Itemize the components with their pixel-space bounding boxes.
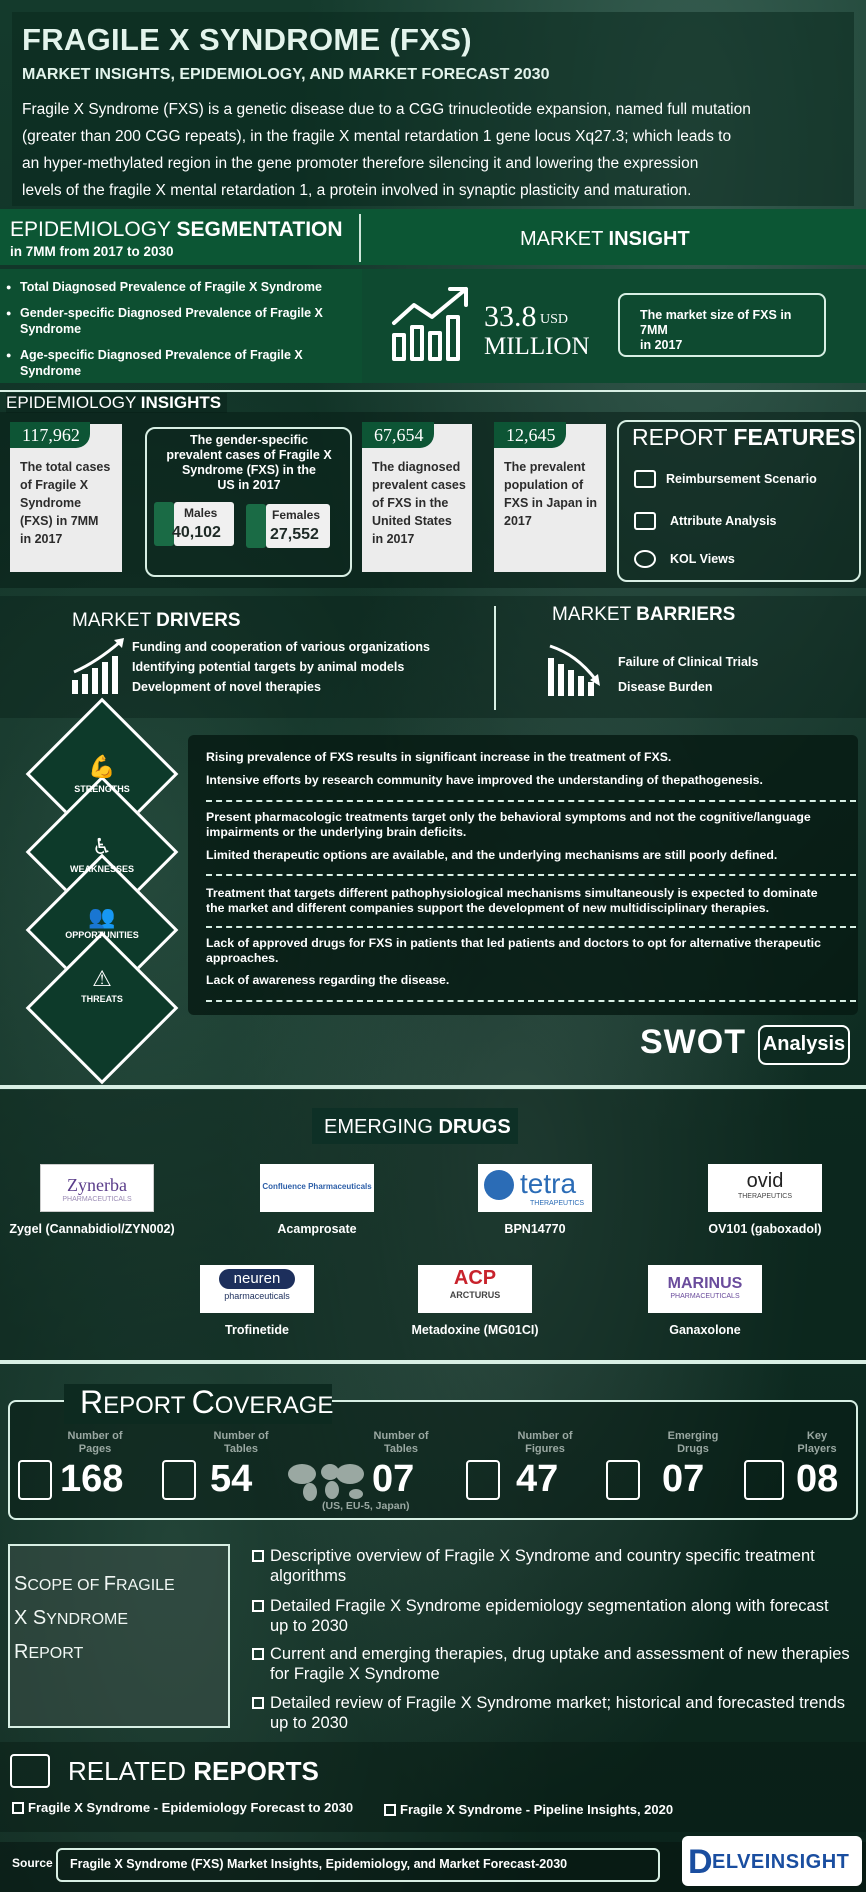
stat-value: 117,962 — [10, 422, 90, 448]
barrier-item: Disease Burden — [618, 680, 713, 694]
coverage-caption: Number of Tables — [213, 1430, 269, 1455]
stat-caption: The total cases of Fragile X Syndrome (FXS) in 7MM in 2017 — [20, 460, 111, 546]
check-icon — [12, 1802, 24, 1814]
page-title: FRAGILE X SYNDROME (FXS) — [22, 22, 472, 57]
scope-title: SCOPE OF FRAGILE X SYNDROME REPORT — [14, 1573, 175, 1663]
rising-bars-icon — [70, 638, 126, 696]
confluence-logo: Confluence Pharmaceuticals — [260, 1164, 374, 1212]
threat-icon: ⚠ — [92, 966, 112, 991]
swot-label-opportunities: OPPORTUNITIES — [65, 930, 139, 940]
swot-opportunity-line: Treatment that targets different pathophysiological mechanisms simultaneously is expected to dominate — [206, 886, 818, 900]
medicine-icon — [606, 1460, 640, 1500]
disease-description — [22, 96, 848, 204]
source-label: Source — [12, 1856, 53, 1870]
driver-item: Funding and cooperation of various organizations — [132, 640, 430, 654]
growth-chart-icon — [388, 283, 478, 363]
table-icon — [162, 1460, 196, 1500]
reports-icon — [10, 1754, 50, 1788]
females-chip — [266, 504, 330, 548]
swot-label-threats: THREATS — [81, 994, 123, 1004]
section-rule — [0, 390, 866, 392]
gender-cases-title: The gender-specific prevalent cases of Fragile X Syndrome (FXS) in the US in 2017 — [166, 433, 332, 492]
drug-name: BPN14770 — [504, 1222, 566, 1236]
driver-item: Identifying potential targets by animal models — [132, 660, 405, 674]
stat-value: 12,645 — [494, 422, 566, 448]
scope-item: Detailed review of Fragile X Syndrome market; historical and forecasted trends up to 2030 — [270, 1694, 846, 1732]
swot-strength-line: Intensive efforts by research community have improved the understanding of thepathogenesis. — [206, 773, 763, 787]
segmentation-list — [0, 269, 362, 383]
report-coverage-title: REPORT COVERAGE — [80, 1384, 334, 1420]
barrier-item: Failure of Clinical Trials — [618, 655, 759, 669]
stat-card-japan — [494, 424, 606, 572]
males-value: 40,102 — [172, 524, 221, 541]
coverage-caption: Number of Tables — [373, 1430, 429, 1455]
related-reports-title: RELATED REPORTS — [68, 1756, 319, 1786]
drug-name: Trofinetide — [225, 1323, 289, 1337]
swot-weakness-line: impairments or the underlying brain deficits. — [206, 825, 467, 839]
epi-segmentation-subtitle: in 7MM from 2017 to 2030 — [10, 244, 174, 259]
coverage-caption: Number of Figures — [517, 1430, 573, 1455]
related-report-link[interactable]: Fragile X Syndrome - Pipeline Insights, 2020 — [400, 1802, 674, 1817]
males-chip — [174, 502, 234, 546]
list-item: ● Gender-specific Diagnosed Prevalence of Fragile X Syndrome — [6, 305, 356, 337]
scope-item: Detailed Fragile X Syndrome epidemiology segmentation along with forecast up to 2030 — [270, 1597, 829, 1635]
threats-diamond — [26, 932, 179, 1085]
delveinsight-logo-text: ELVEINSIGHT — [712, 1851, 850, 1873]
page-subtitle: MARKET INSIGHTS, EPIDEMIOLOGY, AND MARKET FORECAST 2030 — [22, 66, 550, 83]
epi-insights-title: EPIDEMIOLOGY INSIGHTS — [6, 393, 227, 413]
stat-value: 67,654 — [362, 422, 434, 448]
swot-threat-line: approaches. — [206, 951, 279, 965]
driver-item: Development of novel therapies — [132, 680, 321, 694]
coverage-emerging-drugs: 07 — [662, 1458, 705, 1500]
world-map-icon — [284, 1458, 366, 1502]
scope-item: Descriptive overview of Fragile X Syndrome and country specific treatment algorithms — [270, 1547, 815, 1585]
market-drivers-title: MARKET DRIVERS — [72, 610, 241, 631]
emerging-drugs-title: EMERGING DRUGS — [324, 1116, 511, 1138]
swot-strength-line: Rising prevalence of FXS results in significant increase in the treatment of FXS. — [206, 750, 672, 764]
description-line: an hyper-methylated region in the gene promoter therefore silencing it and lowering the expression — [22, 155, 699, 172]
tetra-logo: tetra THERAPEUTICS — [478, 1164, 592, 1212]
acp-logo: ACP ARCTURUS — [418, 1265, 532, 1313]
market-size-currency: USD — [540, 312, 569, 327]
coverage-tables: 54 — [210, 1458, 253, 1500]
swot-threat-line: Lack of approved drugs for FXS in patients that led patients and doctors to opt for alternative therapeutic — [206, 936, 821, 950]
coverage-key-players: 08 — [796, 1458, 839, 1500]
monitor-chart-icon — [634, 512, 656, 530]
swot-label-weaknesses: WEAKNESSES — [69, 864, 134, 874]
coverage-regions-note: (US, EU-5, Japan) — [322, 1500, 410, 1512]
market-size-caption: The market size of FXS in 7MM in 2017 — [640, 308, 792, 352]
swot-label-strengths: STRENGTHS — [74, 784, 130, 794]
market-size-value: 33.8 — [484, 300, 537, 333]
drug-name: Zygel (Cannabidiol/ZYN002) — [9, 1222, 175, 1236]
swot-opportunity-line: the market and different companies support the development of new multidisciplinary therapies. — [206, 901, 770, 915]
drug-name: OV101 (gaboxadol) — [708, 1222, 822, 1236]
description-line: (greater than 200 CGG repeats), in the fragile X mental retardation 1 gene locus Xq27.3; which leads to — [22, 128, 732, 145]
money-icon — [634, 470, 656, 488]
market-insight-title: MARKET INSIGHT — [520, 228, 690, 250]
weakness-icon: ♿ — [92, 834, 112, 859]
drug-name: Metadoxine (MG01CI) — [411, 1323, 539, 1337]
ovid-logo: ovid THERAPEUTICS — [708, 1164, 822, 1212]
female-icon — [246, 504, 266, 548]
drug-name: Ganaxolone — [669, 1323, 741, 1337]
swot-badge-text: Analysis — [762, 1033, 846, 1055]
description-line: levels of the fragile X mental retardation 1, a protein involved in synaptic plasticity and maturation. — [22, 182, 692, 199]
people-icon — [634, 550, 656, 568]
stat-card-7mm — [10, 424, 122, 572]
females-value: 27,552 — [270, 526, 319, 543]
figure-icon — [466, 1460, 500, 1500]
swot-threat-line: Lack of awareness regarding the disease. — [206, 973, 450, 987]
falling-bars-icon — [546, 640, 602, 698]
list-item: ● Age-specific Diagnosed Prevalence of Fragile X Syndrome — [6, 347, 356, 379]
coverage-caption: Number of Pages — [67, 1430, 123, 1455]
swot-separator — [206, 874, 856, 876]
source-text: Fragile X Syndrome (FXS) Market Insights, Epidemiology, and Market Forecast-2030 — [70, 1857, 568, 1871]
feature-kol-views: KOL Views — [670, 552, 735, 566]
epi-segmentation-title: EPIDEMIOLOGY SEGMENTATION — [10, 218, 343, 241]
marinus-logo: MARINUS PHARMACEUTICALS — [648, 1265, 762, 1313]
description-line: Fragile X Syndrome (FXS) is a genetic disease due to a CGG trinucleotide expansion, named full mutation — [22, 101, 751, 118]
market-size-unit: MILLION — [484, 333, 590, 360]
swot-heading: SWOT — [640, 1023, 746, 1061]
delveinsight-logo-mark: D — [688, 1843, 713, 1881]
feature-reimbursement: Reimbursement Scenario — [666, 472, 817, 486]
scope-item: Current and emerging therapies, drug uptake and assessment of new therapies for Fragile X Syndrome — [270, 1645, 850, 1683]
stat-card-us — [362, 424, 472, 572]
market-barriers-title: MARKET BARRIERS — [552, 604, 736, 625]
drug-name: Acamprosate — [277, 1222, 357, 1236]
male-icon — [154, 502, 174, 546]
neuren-logo: neuren pharmaceuticals — [200, 1265, 314, 1313]
divider — [359, 214, 361, 262]
swot-separator — [206, 800, 856, 802]
related-report-link[interactable]: Fragile X Syndrome - Epidemiology Forecast to 2030 — [28, 1800, 354, 1815]
stat-caption: The diagnosed prevalent cases of FXS in the United States in 2017 — [372, 460, 466, 546]
stat-caption: The prevalent population of FXS in Japan in 2017 — [504, 460, 598, 528]
list-item: ● Total Diagnosed Prevalence of Fragile X Syndrome — [6, 279, 356, 295]
document-icon — [18, 1460, 52, 1500]
presenter-icon — [744, 1460, 784, 1500]
coverage-caption: Emerging Drugs — [667, 1430, 719, 1455]
section-rule — [0, 1085, 866, 1089]
coverage-pages: 168 — [60, 1458, 124, 1500]
zynerba-logo: Zynerba PHARMACEUTICALS — [40, 1164, 154, 1212]
coverage-caption: Key Players — [797, 1430, 837, 1455]
opportunity-icon: 👥 — [88, 904, 116, 929]
swot-weakness-line: Limited therapeutic options are available, and the underlying mechanisms are still poorly defined. — [206, 848, 778, 862]
report-features-title: REPORT FEATURES — [632, 424, 856, 450]
divider — [494, 606, 496, 710]
section-rule — [0, 1360, 866, 1364]
strength-icon: 💪 — [88, 754, 116, 779]
swot-separator — [206, 926, 856, 928]
check-icon — [384, 1804, 396, 1816]
feature-attribute-analysis: Attribute Analysis — [670, 514, 777, 528]
swot-separator — [206, 1000, 856, 1002]
coverage-regions: 07 — [372, 1458, 415, 1500]
males-label: Males — [184, 506, 218, 520]
coverage-figures: 47 — [516, 1458, 559, 1500]
females-label: Females — [272, 508, 321, 522]
swot-weakness-line: Present pharmacologic treatments target only the behavioral symptoms and not the cognitive/language — [206, 810, 811, 824]
